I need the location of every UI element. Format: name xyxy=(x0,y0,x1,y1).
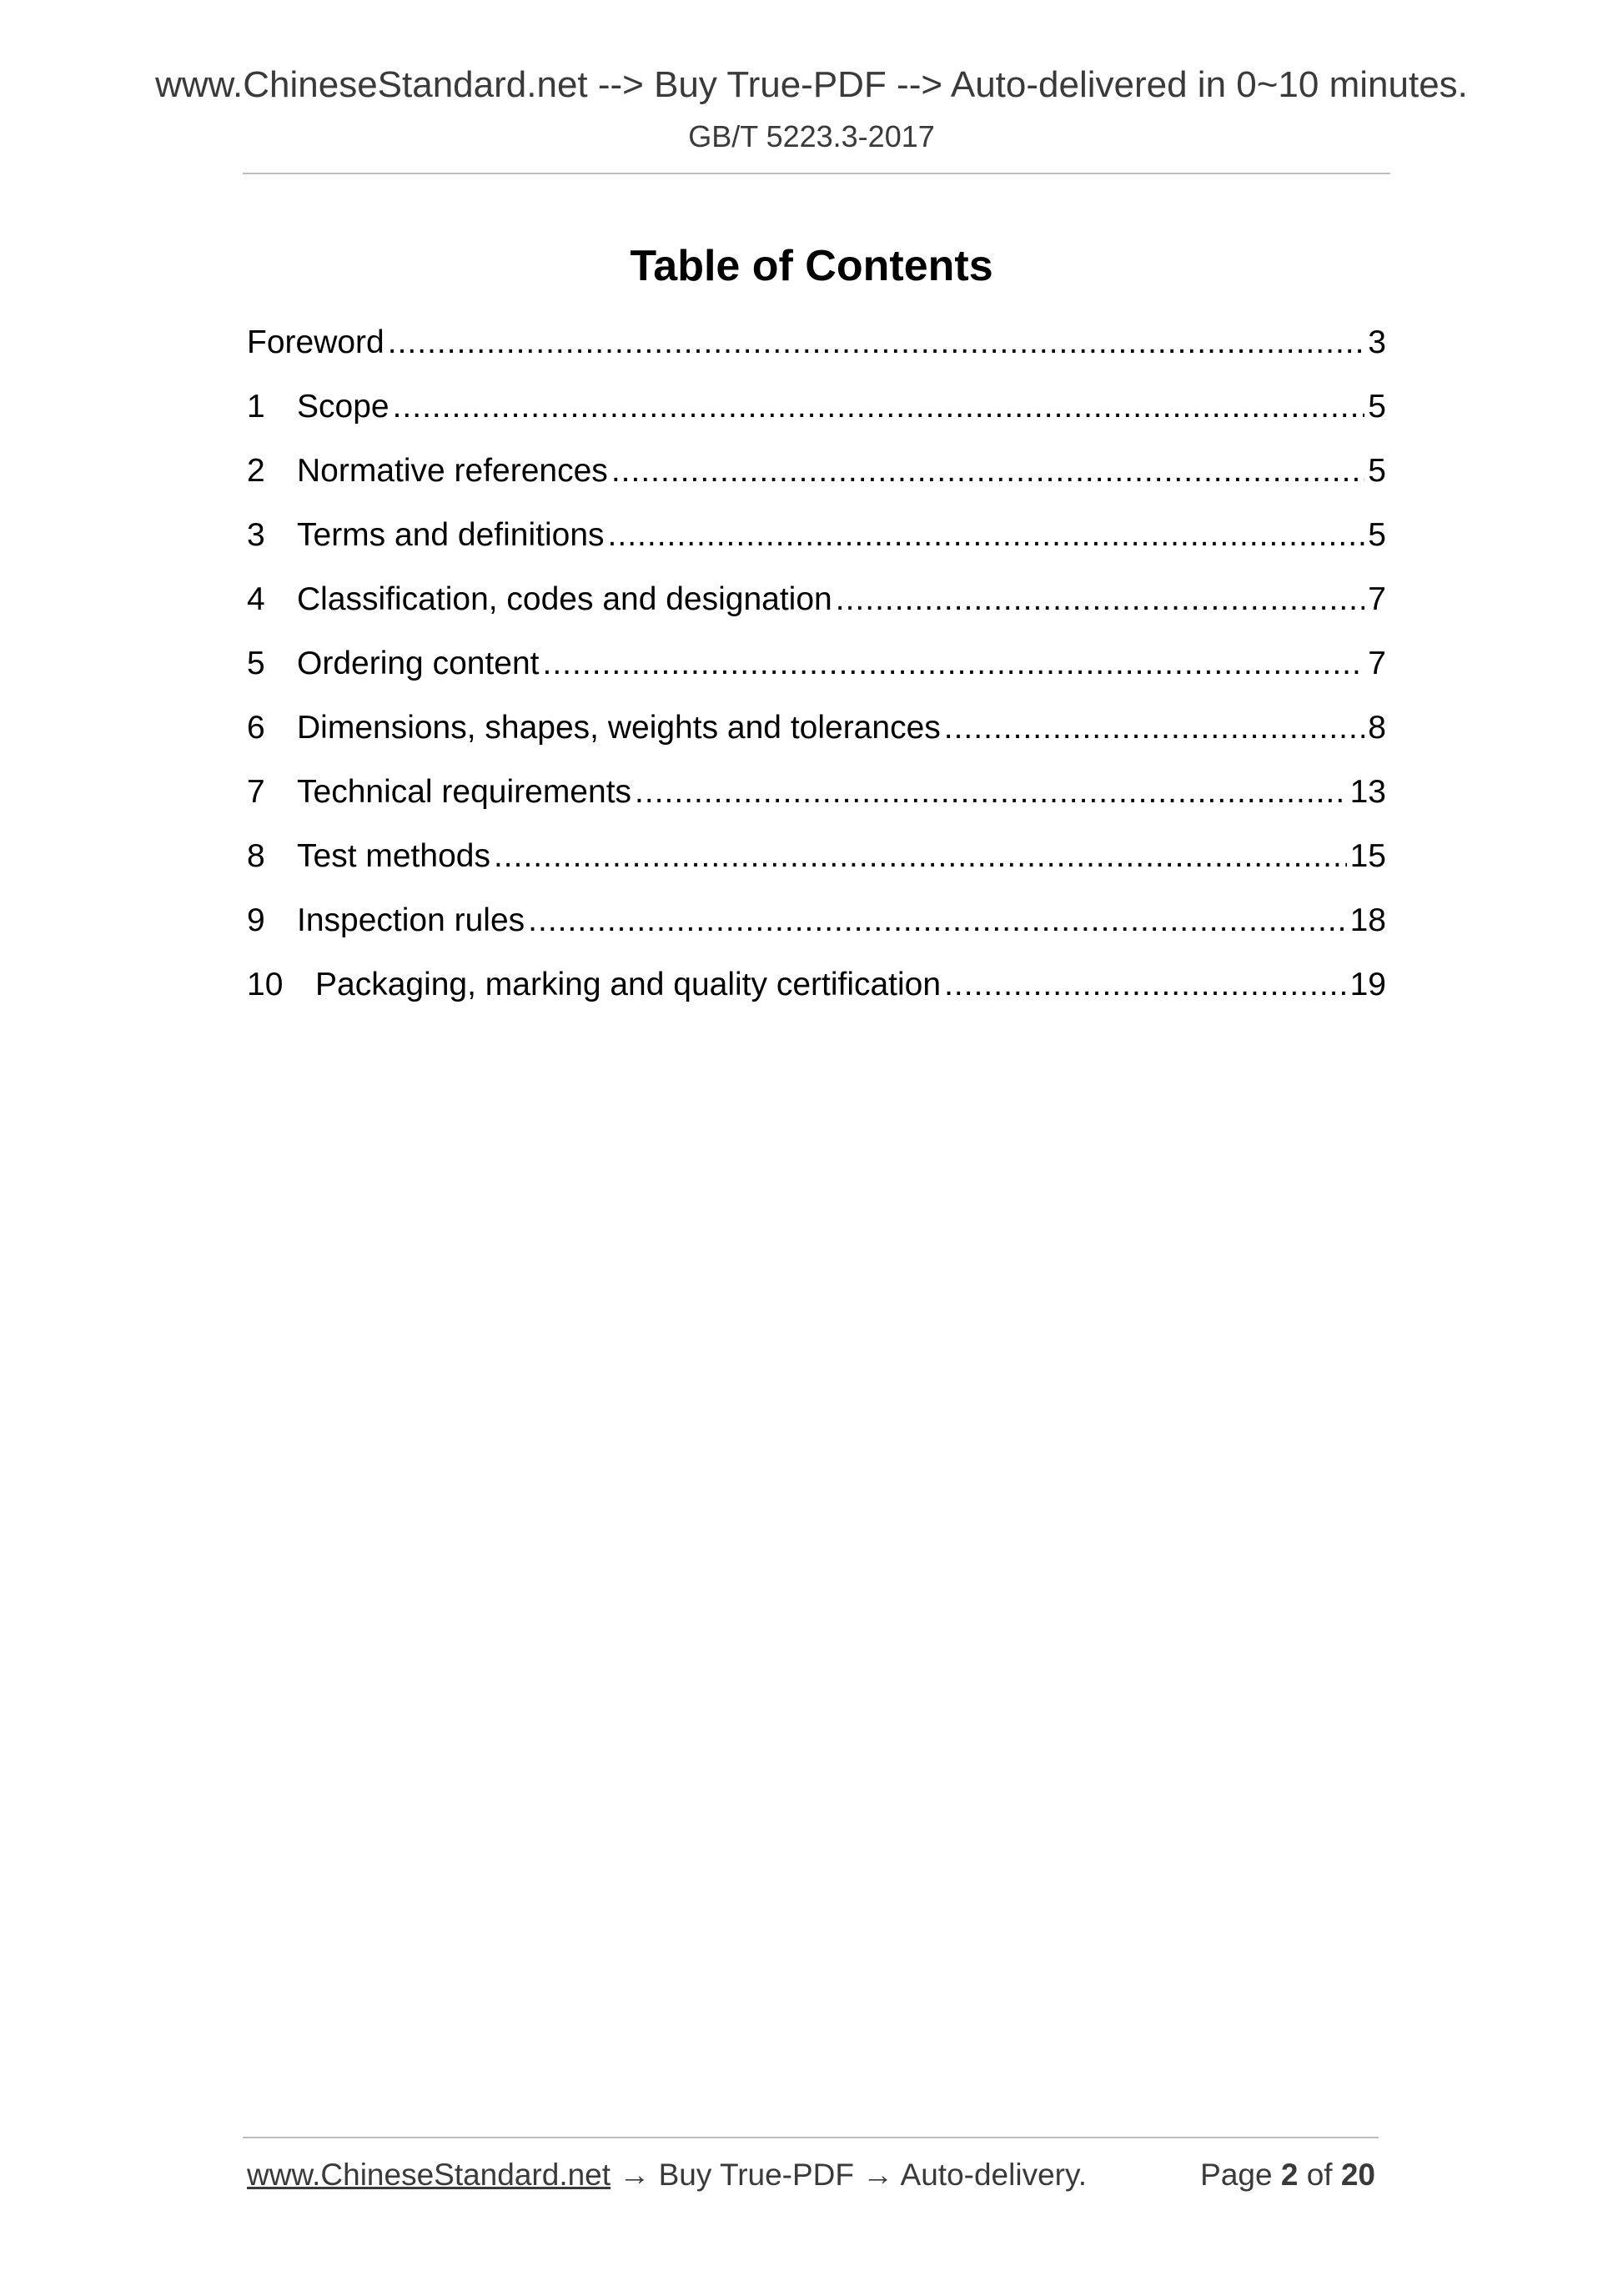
toc-item-number: 8 xyxy=(247,838,265,874)
toc-item-label: Inspection rules xyxy=(297,902,525,938)
header-divider xyxy=(243,173,1390,174)
toc-item-number: 3 xyxy=(247,517,265,553)
toc-item-label: Normative references xyxy=(297,453,608,489)
toc-item-test-methods[interactable] xyxy=(247,831,1386,895)
toc-item-ordering-content[interactable] xyxy=(247,638,1386,702)
page-total: 20 xyxy=(1340,2158,1375,2192)
toc-item-page: 7 xyxy=(1368,581,1386,617)
page-of-label: of xyxy=(1306,2158,1333,2192)
toc-item-label: Classification, codes and designation xyxy=(297,581,832,617)
toc-item-number: 6 xyxy=(247,710,265,746)
toc-item-packaging[interactable] xyxy=(247,959,1386,1023)
toc-item-number: 9 xyxy=(247,902,265,938)
toc-item-page: 13 xyxy=(1349,774,1386,810)
footer-promo xyxy=(247,2157,1087,2193)
toc-dot-leader xyxy=(393,381,1365,433)
toc-item-number: 4 xyxy=(247,581,265,617)
footer-buy-text: Buy True-PDF xyxy=(658,2158,855,2192)
toc-item-page: 15 xyxy=(1349,838,1386,874)
footer-delivery-text: Auto-delivery. xyxy=(900,2158,1088,2192)
footer-divider xyxy=(243,2137,1379,2138)
toc-dot-leader xyxy=(944,959,1347,1011)
toc-dot-leader xyxy=(608,510,1365,561)
toc-item-dimensions[interactable] xyxy=(247,702,1386,766)
toc-item-number: 7 xyxy=(247,774,265,810)
toc-item-foreword[interactable] xyxy=(247,317,1386,381)
standard-number: GB/T 5223.3-2017 xyxy=(688,119,935,153)
arrow-right-icon: → xyxy=(862,2158,894,2192)
toc-item-number: 5 xyxy=(247,646,265,681)
toc-dot-leader xyxy=(635,766,1347,818)
toc-item-inspection-rules[interactable] xyxy=(247,895,1386,959)
page-label: Page xyxy=(1200,2158,1273,2192)
toc-item-page: 5 xyxy=(1368,517,1386,553)
toc-item-page: 7 xyxy=(1368,646,1386,681)
toc-item-number: 2 xyxy=(247,453,265,489)
toc-item-technical-requirements[interactable] xyxy=(247,766,1386,831)
toc-dot-leader xyxy=(543,638,1365,690)
toc-item-terms-definitions[interactable] xyxy=(247,510,1386,574)
toc-item-page: 5 xyxy=(1368,453,1386,489)
table-of-contents xyxy=(247,317,1386,1023)
toc-item-scope[interactable] xyxy=(247,381,1386,445)
toc-item-label: Scope xyxy=(297,389,389,425)
toc-title: Table of Contents xyxy=(630,242,993,290)
toc-item-label: Foreword xyxy=(247,324,384,360)
toc-item-label: Terms and definitions xyxy=(297,517,605,553)
toc-item-number: 10 xyxy=(247,967,284,1002)
toc-item-label: Packaging, marking and quality certification xyxy=(315,967,942,1002)
toc-item-label: Ordering content xyxy=(297,646,540,681)
arrow-right-icon: → xyxy=(619,2158,651,2192)
page-current: 2 xyxy=(1280,2158,1299,2192)
toc-item-page: 3 xyxy=(1368,324,1386,360)
toc-dot-leader xyxy=(944,702,1365,754)
toc-item-classification[interactable] xyxy=(247,574,1386,638)
toc-item-number: 1 xyxy=(247,389,265,425)
toc-dot-leader xyxy=(528,895,1346,947)
toc-item-label: Dimensions, shapes, weights and tolerances xyxy=(297,710,941,746)
toc-dot-leader xyxy=(388,317,1365,369)
header-banner: www.ChineseStandard.net --> Buy True-PDF --> Auto-delivered in 0~10 minutes. xyxy=(155,64,1468,105)
toc-item-normative-references[interactable] xyxy=(247,445,1386,510)
toc-dot-leader xyxy=(836,574,1365,625)
toc-dot-leader xyxy=(611,445,1364,497)
toc-item-label: Test methods xyxy=(297,838,490,874)
page-indicator xyxy=(1200,2157,1375,2193)
toc-item-page: 18 xyxy=(1349,902,1386,938)
toc-item-page: 8 xyxy=(1368,710,1386,746)
toc-dot-leader xyxy=(494,831,1347,882)
toc-item-label: Technical requirements xyxy=(297,774,632,810)
toc-item-page: 19 xyxy=(1349,967,1386,1002)
footer-site-link[interactable]: www.ChineseStandard.net xyxy=(247,2158,611,2192)
toc-item-page: 5 xyxy=(1368,389,1386,425)
